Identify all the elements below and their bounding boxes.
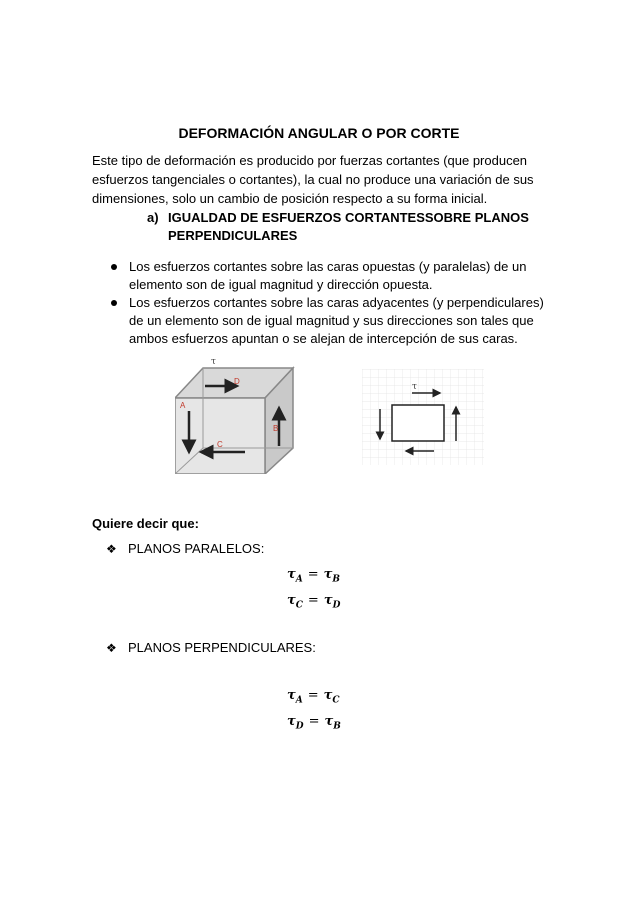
cube-shear-figure: [175, 356, 295, 474]
bullet-text: Los esfuerzos cortantes sobre las caras adyacentes (y perpendiculares) de un elemento son de igual magnitud y sus direcciones son tales que ambos esfuerzos apuntan o se alejan de intercepción de sus caras.: [129, 295, 544, 346]
parallel-planes-heading: [106, 541, 264, 556]
perpendicular-planes-heading: [106, 640, 316, 655]
page-title: DEFORMACIÓN ANGULAR O POR CORTE: [178, 125, 460, 141]
bullet-list: [108, 258, 544, 348]
diamond-bullet-icon: ❖: [106, 542, 117, 556]
perpendicular-heading-text: PLANOS PERPENDICULARES:: [128, 640, 316, 655]
equation-3: $\tau_A = \tau_C$: [287, 688, 340, 706]
intro-paragraph: Este tipo de deformación es producido por fuerzas cortantes (que producen esfuerzos tangenciales o cortantes), la cual no produce una variación de sus dimensiones, solo un cambio de posición respecto a su forma inicial.: [92, 153, 534, 206]
tau-symbol: τ: [412, 382, 417, 392]
subheading-label: a): [147, 210, 159, 225]
diamond-bullet-icon: ❖: [106, 641, 117, 655]
subheading-line2: PERPENDICULARES: [168, 228, 298, 243]
bullet-icon: [111, 264, 117, 270]
list-item: [108, 294, 544, 348]
section-subheading: [147, 209, 547, 245]
label-a: A: [180, 401, 186, 410]
label-b: B: [273, 424, 279, 433]
label-c: C: [217, 440, 223, 449]
bullet-text: Los esfuerzos cortantes sobre las caras opuestas (y paralelas) de un elemento son de igual magnitud y dirección opuesta.: [129, 259, 527, 292]
equation-4: $\tau_D = \tau_B$: [287, 714, 341, 732]
label-d: D: [234, 377, 240, 386]
bullet-icon: [111, 300, 117, 306]
equation-1: $\tau_A = \tau_B$: [287, 567, 340, 585]
conclusion-heading: Quiere decir que:: [92, 516, 199, 531]
subheading-line1: IGUALDAD DE ESFUERZOS CORTANTESSOBRE PLANOS: [168, 210, 529, 225]
element-square: [392, 405, 444, 441]
equation-2: $\tau_C = \tau_D$: [287, 593, 341, 611]
parallel-heading-text: PLANOS PARALELOS:: [128, 541, 265, 556]
tau-symbol: τ: [211, 357, 216, 367]
list-item: [108, 258, 544, 294]
plane-shear-figure: [362, 369, 484, 465]
